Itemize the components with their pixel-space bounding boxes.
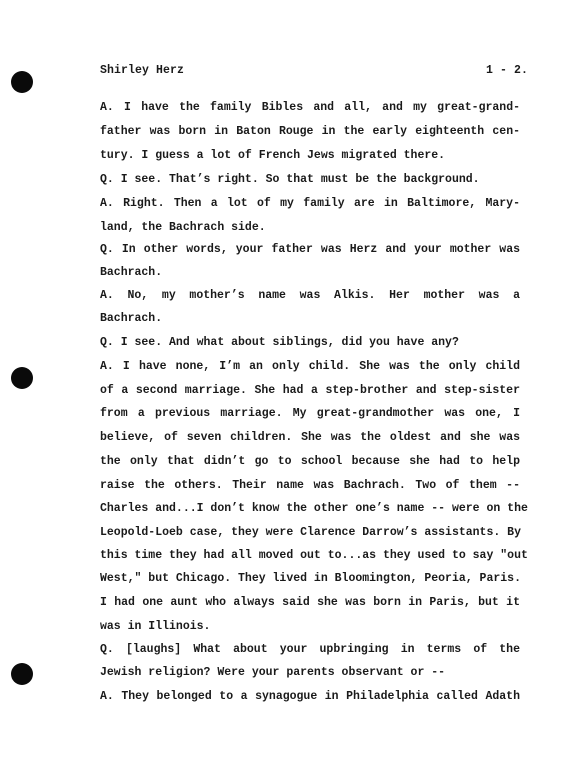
transcript-line: Bachrach. [100,312,163,325]
transcript-line: A. No, my mother’s name was Alkis. Her mother was a [100,289,520,302]
binder-hole-top [11,71,33,93]
transcript-line: raise the others. Their name was Bachrach. Two of them -- [100,479,520,492]
transcript-line: land, the Bachrach side. [100,221,266,234]
transcript-line: from a previous marriage. My great-grandmother was one, I [100,407,520,420]
transcript-line: A. They belonged to a synagogue in Philadelphia called Adath [100,690,520,703]
transcript-line: tury. I guess a lot of French Jews migrated there. [100,149,446,162]
binder-hole-bottom [11,663,33,685]
transcript-line: of a second marriage. She had a step-brother and step-sister [100,384,520,397]
transcript-line: this time they had all moved out to...as they used to say "out [100,549,528,562]
transcript-line: believe, of seven children. She was the oldest and she was [100,431,520,444]
transcript-line: A. I have none, I’m an only child. She was the only child [100,360,520,373]
transcript-line: West," but Chicago. They lived in Bloomington, Peoria, Paris. [100,572,521,585]
transcript-line: Charles and...I don’t know the other one’s name -- were on the [100,502,528,515]
binder-hole-middle [11,367,33,389]
transcript-line: the only that didn’t go to school because she had to help [100,455,520,468]
interviewee-name: Shirley Herz [100,64,185,77]
transcript-line: Bachrach. [100,266,163,279]
transcript-line: was in Illinois. [100,620,211,633]
transcript-line: father was born in Baton Rouge in the early eighteenth cen- [100,125,520,138]
transcript-line: Q. I see. That’s right. So that must be the background. [100,173,480,186]
transcript-line: Q. [laughs] What about your upbringing in terms of the [100,643,520,656]
transcript-line: A. Right. Then a lot of my family are in Baltimore, Mary- [100,197,520,210]
transcript-line: Q. In other words, your father was Herz and your mother was [100,243,520,256]
page-number: 1 - 2. [485,64,528,77]
transcript-line: I had one aunt who always said she was born in Paris, but it [100,596,520,609]
transcript-line: Jewish religion? Were your parents observant or -- [100,666,446,679]
transcript-line: Q. I see. And what about siblings, did you have any? [100,336,459,349]
transcript-line: A. I have the family Bibles and all, and my great-grand- [100,101,520,114]
transcript-line: Leopold-Loeb case, they were Clarence Darrow’s assistants. By [100,526,521,539]
